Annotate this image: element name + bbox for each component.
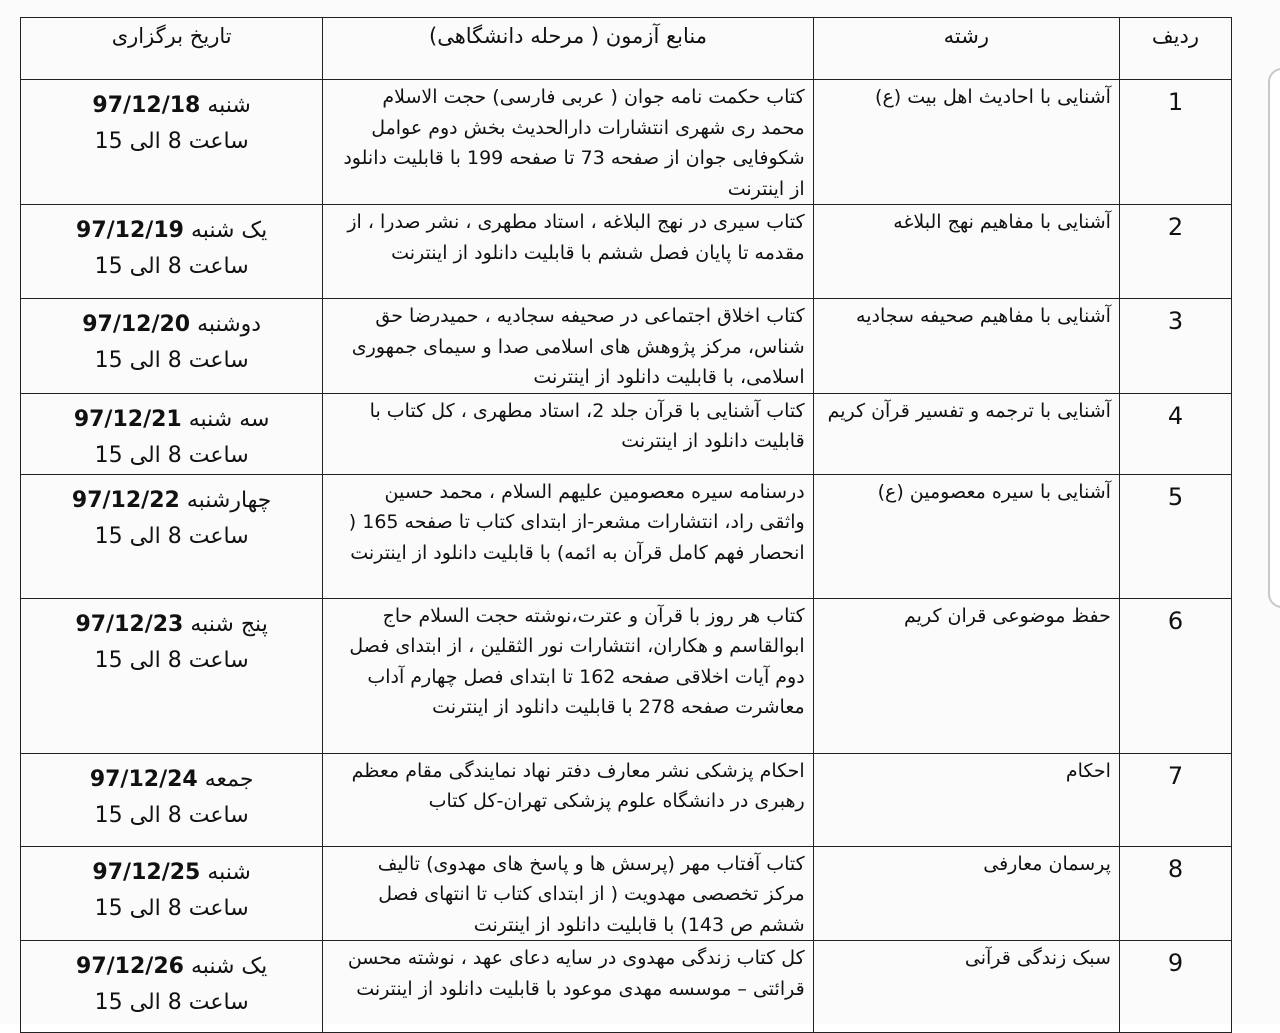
exam-date: 97/12/24 xyxy=(89,766,198,792)
row-number: 9 xyxy=(1119,941,1231,1033)
exam-date: 97/12/21 xyxy=(73,406,182,432)
table-row xyxy=(21,941,1232,1033)
row-number: 7 xyxy=(1119,753,1231,846)
table-row xyxy=(21,753,1232,846)
row-number: 3 xyxy=(1119,299,1231,394)
exam-time: ساعت 8 الی 15 xyxy=(94,895,249,921)
date-line xyxy=(31,762,312,798)
row-number: 2 xyxy=(1119,205,1231,299)
date-line xyxy=(31,402,312,438)
exam-date: 97/12/22 xyxy=(71,487,180,513)
exam-sources: کتاب سیری در نهج البلاغه ، استاد مطهری ، نشر صدرا ، از مقدمه تا پایان فصل ششم با قابلیت دانلود از اینترنت xyxy=(323,205,813,299)
exam-date-cell xyxy=(21,205,323,299)
date-line xyxy=(31,607,312,643)
weekday: یک شنبه xyxy=(190,954,268,979)
exam-date-cell xyxy=(21,393,323,474)
exam-date-cell xyxy=(21,474,323,598)
exam-time: ساعت 8 الی 15 xyxy=(94,129,249,154)
table-header-row xyxy=(21,18,1232,80)
date-line xyxy=(31,855,312,891)
weekday: دوشنبه xyxy=(197,312,262,337)
exam-sources: درسنامه سیره معصومین علیهم السلام ، محمد حسین واثقی راد، انتشارات مشعر-از ابتدای کتاب تا صفحه 165 ( انحصار فهم کامل قرآن به ائمه) با قابلیت دانلود از اینترنت xyxy=(323,474,813,598)
exam-time: ساعت 8 الی 15 xyxy=(94,990,249,1015)
field-name: آشنایی با مفاهیم نهج البلاغه xyxy=(813,205,1119,299)
row-number: 6 xyxy=(1119,598,1231,753)
date-line xyxy=(31,307,312,343)
date-line xyxy=(31,483,312,519)
exam-date: 97/12/25 xyxy=(92,859,201,885)
row-number: 8 xyxy=(1119,846,1231,941)
exam-sources: احکام پزشکی نشر معارف دفتر نهاد نمایندگی مقام معظم رهبری در دانشگاه علوم پزشکی تهران-کل کتاب xyxy=(323,753,813,846)
table-row xyxy=(21,80,1232,205)
weekday: شنبه xyxy=(207,859,251,885)
exam-time: ساعت 8 الی 15 xyxy=(94,647,249,673)
field-name: پرسمان معارفی xyxy=(813,846,1119,941)
exam-schedule-table xyxy=(20,17,1232,1033)
field-name: آشنایی با مفاهیم صحیفه سجادیه xyxy=(813,299,1119,394)
exam-date: 97/12/23 xyxy=(75,611,184,637)
exam-sources: کتاب هر روز با قرآن و عترت،نوشته حجت السلام حاج ابوالقاسم و هکاران، انتشارات نور الثقلین ، از ابتدای فصل دوم آیات اخلاقی صفحه 162 تا ابتدای فصل چهارم آداب معاشرت صفحه 278 با قابلیت دانلود از اینترنت xyxy=(323,598,813,753)
row-number: 1 xyxy=(1119,80,1231,205)
exam-date: 97/12/20 xyxy=(82,312,191,337)
exam-time: ساعت 8 الی 15 xyxy=(94,254,249,279)
weekday: جمعه xyxy=(204,766,254,792)
exam-date: 97/12/18 xyxy=(92,93,201,118)
header-row-number: ردیف xyxy=(1119,18,1231,80)
weekday: سه شنبه xyxy=(188,406,270,432)
exam-date-cell xyxy=(21,846,323,941)
exam-sources: کتاب حکمت نامه جوان ( عربی فارسی) حجت الاسلام محمد ری شهری انتشارات دارالحدیث بخش دوم عوامل شکوفایی جوان از صفحه 73 تا صفحه 199 با قابلیت دانلود از اینترنت xyxy=(323,80,813,205)
exam-date: 97/12/19 xyxy=(76,218,184,243)
field-name: آشنایی با احادیث اهل بیت (ع) xyxy=(813,80,1119,205)
date-line xyxy=(31,213,312,249)
date-line xyxy=(31,949,312,985)
weekday: یک شنبه xyxy=(190,218,268,243)
exam-time: ساعت 8 الی 15 xyxy=(94,523,249,549)
exam-sources: کل کتاب زندگی مهدوی در سایه دعای عهد ، نوشته محسن قرائتی – موسسه مهدی موعود با قابلیت دانلود از اینترنت xyxy=(323,941,813,1033)
exam-time: ساعت 8 الی 15 xyxy=(94,802,249,828)
table-row xyxy=(21,846,1232,941)
side-scroll-panel xyxy=(1268,68,1280,608)
field-name: احکام xyxy=(813,753,1119,846)
weekday: شنبه xyxy=(207,93,251,118)
weekday: چهارشنبه xyxy=(186,487,272,513)
header-date: تاریخ برگزاری xyxy=(21,18,323,80)
table-row xyxy=(21,299,1232,394)
exam-date-cell xyxy=(21,299,323,394)
header-sources: منابع آزمون ( مرحله دانشگاهی) xyxy=(323,18,813,80)
exam-date-cell xyxy=(21,598,323,753)
field-name: آشنایی با ترجمه و تفسیر قرآن کریم xyxy=(813,393,1119,474)
header-field: رشته xyxy=(813,18,1119,80)
exam-date: 97/12/26 xyxy=(76,954,184,979)
field-name: آشنایی با سیره معصومین (ع) xyxy=(813,474,1119,598)
table-row xyxy=(21,205,1232,299)
exam-date-cell xyxy=(21,80,323,205)
date-line xyxy=(31,88,312,124)
row-number: 5 xyxy=(1119,474,1231,598)
exam-sources: کتاب آشنایی با قرآن جلد 2، استاد مطهری ، کل کتاب با قابلیت دانلود از اینترنت xyxy=(323,393,813,474)
field-name: حفظ موضوعی قران کریم xyxy=(813,598,1119,753)
row-number: 4 xyxy=(1119,393,1231,474)
table-row xyxy=(21,393,1232,474)
exam-date-cell xyxy=(21,753,323,846)
exam-sources: کتاب آفتاب مهر (پرسش ها و پاسخ های مهدوی) تالیف مرکز تخصصی مهدویت ( از ابتدای کتاب تا انتهای فصل ششم ص 143) با قابلیت دانلود از اینترنت xyxy=(323,846,813,941)
exam-sources: کتاب اخلاق اجتماعی در صحیفه سجادیه ، حمیدرضا حق شناس، مرکز پژوهش های اسلامی صدا و سیمای جمهوری اسلامی، با قابلیت دانلود از اینترنت xyxy=(323,299,813,394)
exam-time: ساعت 8 الی 15 xyxy=(94,442,249,468)
exam-time: ساعت 8 الی 15 xyxy=(94,348,249,373)
field-name: سبک زندگی قرآنی xyxy=(813,941,1119,1033)
table-row xyxy=(21,474,1232,598)
weekday: پنج شنبه xyxy=(190,611,268,637)
exam-date-cell xyxy=(21,941,323,1033)
table-row xyxy=(21,598,1232,753)
